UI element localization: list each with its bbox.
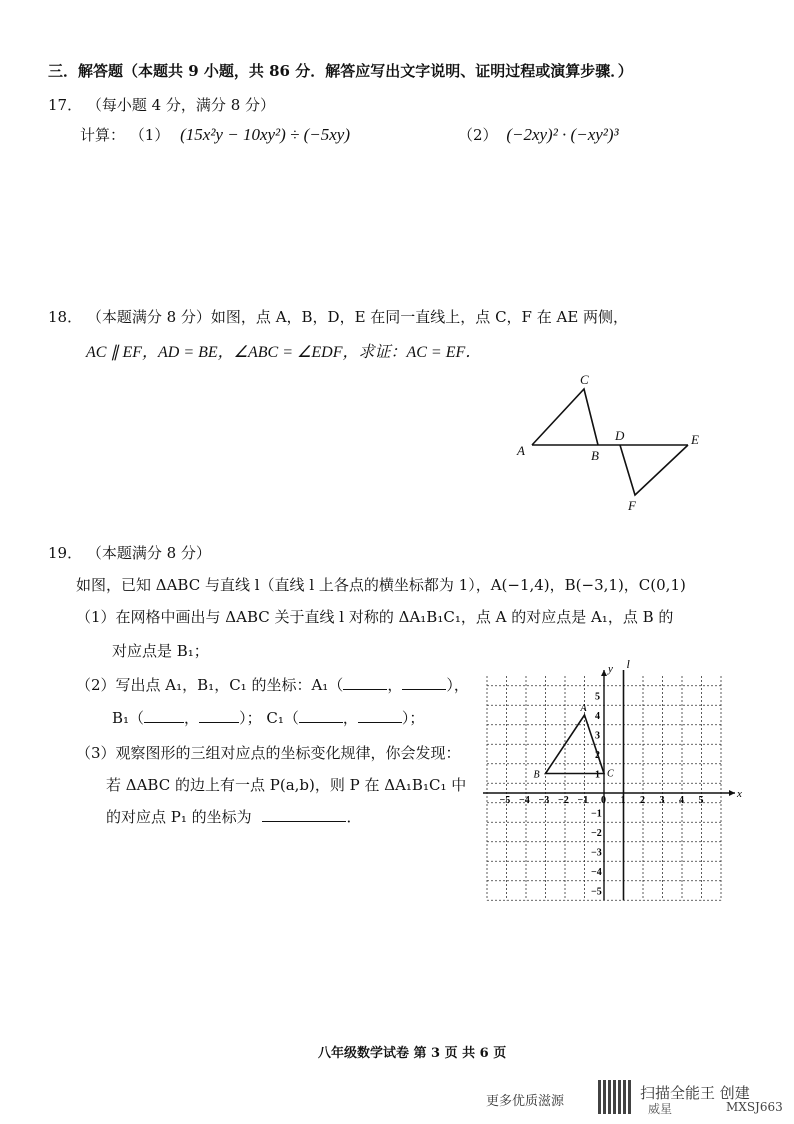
q18-figure [505,372,725,517]
y-axis-label: y [608,663,613,675]
x-tick-label: −3 [538,795,550,806]
q19-p3-c [106,806,361,827]
p1-coord-blank[interactable] [262,807,346,822]
footer-watermark2: 威星 [648,1102,673,1116]
q19-p3-end: ． [346,808,362,826]
q17-header: 17． （每小题 4 分，满分 8 分） [48,96,276,114]
q17-calc-label: 计算： [80,126,126,144]
y-axis-arrow [601,670,607,676]
q19-p2-close: ）， [446,676,469,694]
y-tick-label: −4 [591,867,602,878]
c1-y-blank[interactable] [358,708,402,723]
fig-label-a: A [517,443,525,458]
point-a-label: A [580,703,587,714]
q17-p1-label: （1） [129,126,170,144]
b1-y-blank[interactable] [199,708,239,723]
y-tick-label: 1 [595,769,600,781]
q18-header: 18． （本题满分 8 分）如图，点 A，B，D，E 在同一直线上，点 C，F 在 AE 两侧， [48,308,629,326]
q19-grid-figure [482,652,754,910]
fig-label-e: E [691,432,699,447]
x-tick-label: −5 [499,795,511,806]
q19-b1-comma: ， [184,709,200,727]
footer-watermark: 扫描全能王 创建 [640,1084,750,1102]
q19-c1-label: C₁（ [266,709,299,727]
y-tick-label: 5 [595,691,600,703]
q17-calc [80,124,350,145]
y-tick-label: 4 [595,711,600,722]
q18-line2: AC ∥ EF，AD = BE，∠ABC = ∠EDF，求证：AC = EF． [86,344,482,361]
y-tick-label: −2 [591,828,602,839]
q19-p2-prefix: （2）写出点 A₁，B₁，C₁ 的坐标：A₁（ [76,676,344,694]
x-tick-label: 0 [601,795,606,806]
q17-p2-label: （2） [458,126,498,144]
page-footer: 八年级数学试卷 第 3 页 共 6 页 [318,1046,507,1061]
q19-header: 19． （本题满分 8 分） [48,544,211,562]
fig-label-d: D [615,428,625,443]
q19-c1-end: ）； [401,709,425,727]
fig-label-f: F [628,498,636,513]
a1-y-blank[interactable] [402,675,446,690]
line-l-label: l [626,657,630,671]
x-tick-label: −2 [558,795,569,806]
q19-p3-b: 若 ΔABC 的边上有一点 P(a,b)，则 P 在 ΔA₁B₁C₁ 中 [106,776,467,794]
fig-label-c: C [580,372,589,387]
y-tick-label: −3 [591,847,602,859]
y-tick-label: 3 [595,730,600,742]
section-heading: 三．解答题（本题共 9 小题，共 86 分．解答应写出文字说明、证明过程或演算步骤．） [48,62,633,80]
x-tick-label: 1 [620,795,626,806]
x-tick-label: −1 [577,795,589,806]
b1-x-blank[interactable] [144,708,184,723]
q17-p1-expr: (15x²y − 10xy²) ÷ (−5xy) [180,125,351,144]
q17-p2-expr: (−2xy)² · (−xy²)³ [506,125,619,144]
q19-p2-b [112,707,424,728]
point-b-label: B [533,769,540,781]
q19-p1-a: （1）在网格中画出与 ΔABC 关于直线 l 对称的 ΔA₁B₁C₁，点 A 的对应点是 A₁，点 B 的 [76,608,674,626]
x-tick-label: 4 [679,795,684,806]
a1-x-blank[interactable] [343,675,387,690]
x-tick-label: 2 [640,795,645,806]
point-c-label: C [607,768,614,780]
q17-part2 [458,124,619,145]
q19-p2-comma: ， [387,676,403,694]
y-tick-label: −5 [591,886,602,898]
q19-p1-b: 对应点是 B₁； [112,642,209,660]
x-axis-label: x [737,788,742,800]
q19-p2-a [76,674,469,695]
q19-b1-semicolon: ）； [239,709,262,727]
q19-p3-a: （3）观察图形的三组对应点的坐标变化规律，你会发现： [76,744,461,762]
footer-code: MXSJ663 [726,1100,783,1114]
x-axis-arrow [729,790,735,796]
x-tick-label: 5 [698,795,704,806]
qr-code-icon [598,1080,632,1114]
q19-p3-label: 的对应点 P₁ 的坐标为 [106,808,252,826]
y-tick-label: −1 [591,808,602,820]
q19-intro: 如图，已知 ΔABC 与直线 l（直线 l 上各点的横坐标都为 1），A(−1,4)，B(−3,1)，C(0,1) [76,576,686,594]
triangle-abc [532,389,598,445]
triangle-def [620,445,688,495]
c1-x-blank[interactable] [299,708,343,723]
q19-b1-label: B₁（ [112,709,145,727]
grid-tick-labels [500,692,704,898]
x-tick-label: −4 [519,795,530,806]
y-tick-label: 2 [595,750,600,761]
q19-c1-comma: ， [342,709,358,727]
fig-label-b: B [591,448,599,463]
footer-more: 更多优质滋源 [486,1094,565,1109]
x-tick-label: 3 [659,795,665,806]
